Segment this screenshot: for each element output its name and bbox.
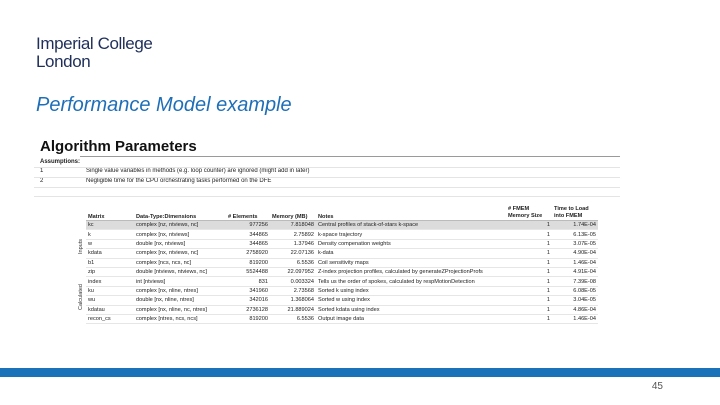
cell-load-time: 1.74E-04 [552, 221, 598, 230]
cell-memory: 6.5536 [270, 258, 316, 267]
table-row[interactable] [86, 258, 598, 267]
assumption-number: 1 [40, 168, 44, 174]
table-row[interactable] [86, 305, 598, 314]
cell-notes: Sorted kdata using index [316, 305, 506, 314]
cell-load-time: 6.08E-05 [552, 286, 598, 295]
cell-notes: k-data [316, 249, 506, 258]
column-header: Data-Type:Dimensions [134, 204, 226, 221]
cell-notes: Coil sensitivity maps [316, 258, 506, 267]
cell-datatype: int [ntviews] [134, 277, 226, 286]
cell-matrix: ku [86, 286, 134, 295]
cell-memory: 21.889024 [270, 305, 316, 314]
cell-memory: 22.07136 [270, 249, 316, 258]
cell-matrix: recon_cs [86, 314, 134, 323]
cell-datatype: double [ntviews, ntviews, nc] [134, 267, 226, 276]
cell-fmem-size: 1 [506, 249, 552, 258]
cell-memory: 1.368064 [270, 296, 316, 305]
cell-matrix: wu [86, 296, 134, 305]
cell-memory: 1.37946 [270, 239, 316, 248]
page-number: 45 [651, 381, 663, 392]
table-row[interactable] [86, 314, 598, 323]
table-row[interactable] [86, 286, 598, 295]
table-row[interactable] [86, 277, 598, 286]
cell-matrix: kc [86, 221, 134, 230]
cell-elements: 341960 [226, 286, 270, 295]
slide-title: Performance Model example [36, 94, 292, 116]
table-row[interactable] [86, 221, 598, 230]
cell-elements: 2758920 [226, 249, 270, 258]
table-row[interactable] [86, 249, 598, 258]
cell-fmem-size: 1 [506, 230, 552, 239]
cell-matrix: kdata [86, 249, 134, 258]
cell-load-time: 6.13E-05 [552, 230, 598, 239]
assumption-text: Single value variables in methods (e.g. loop counter) are ignored (might add in later) [86, 168, 310, 174]
cell-fmem-size: 1 [506, 314, 552, 323]
cell-notes: Sorted k using index [316, 286, 506, 295]
cell-fmem-size: 1 [506, 267, 552, 276]
grid-line [34, 177, 620, 178]
assumption-text: Negligible time for the CPU orchestrating tasks performed on the DFE [86, 178, 272, 184]
column-header: Time to Load into FMEM [552, 204, 598, 221]
cell-fmem-size: 1 [506, 221, 552, 230]
cell-matrix: zip [86, 267, 134, 276]
cell-notes: Output image data [316, 314, 506, 323]
cell-memory: 22.097952 [270, 267, 316, 276]
cell-notes: k-space trajectory [316, 230, 506, 239]
cell-datatype: complex [nx, nline, ntres] [134, 286, 226, 295]
cell-load-time: 3.04E-05 [552, 296, 598, 305]
grid-line [34, 196, 620, 197]
cell-matrix: k [86, 230, 134, 239]
cell-fmem-size: 1 [506, 296, 552, 305]
cell-fmem-size: 1 [506, 286, 552, 295]
cell-fmem-size: 1 [506, 277, 552, 286]
grid-line [34, 167, 620, 168]
cell-load-time: 3.07E-05 [552, 239, 598, 248]
cell-fmem-size: 1 [506, 258, 552, 267]
cell-datatype: complex [nz, ntviews, nc] [134, 221, 226, 230]
cell-notes: Central profiles of stack-of-stars k-space [316, 221, 506, 230]
cell-elements: 2736128 [226, 305, 270, 314]
cell-datatype: complex [nx, ntviews] [134, 230, 226, 239]
cell-elements: 344865 [226, 230, 270, 239]
cell-elements: 819200 [226, 314, 270, 323]
cell-elements: 344865 [226, 239, 270, 248]
cell-datatype: double [nx, nline, ntres] [134, 296, 226, 305]
cell-matrix: b1 [86, 258, 134, 267]
column-header: Matrix [86, 204, 134, 221]
column-header: # FMEM Memory Size [506, 204, 552, 221]
cell-matrix: kdatau [86, 305, 134, 314]
cell-load-time: 7.39E-08 [552, 277, 598, 286]
cell-notes: Sorted w using index [316, 296, 506, 305]
cell-matrix: w [86, 239, 134, 248]
table-row[interactable] [86, 267, 598, 276]
table-row[interactable] [86, 239, 598, 248]
cell-elements: 831 [226, 277, 270, 286]
calculated-side-label: Calculated [78, 284, 84, 310]
cell-notes: Density compenation weights [316, 239, 506, 248]
cell-datatype: complex [nx, ntviews, nc] [134, 249, 226, 258]
cell-datatype: complex [nx, nline, nc, ntres] [134, 305, 226, 314]
column-header: # Elements [226, 204, 270, 221]
cell-fmem-size: 1 [506, 305, 552, 314]
title-divider [80, 156, 620, 157]
cell-fmem-size: 1 [506, 239, 552, 248]
cell-load-time: 4.86E-04 [552, 305, 598, 314]
assumption-number: 2 [40, 178, 44, 184]
cell-notes: Tells us the order of spokes, calculated by respMotionDetection [316, 277, 506, 286]
cell-matrix: index [86, 277, 134, 286]
cell-datatype: complex [ncs, ncs, nc] [134, 258, 226, 267]
cell-load-time: 1.46E-04 [552, 258, 598, 267]
column-header: Notes [316, 204, 506, 221]
footer-bar [0, 368, 720, 377]
sheet-title: Algorithm Parameters [40, 138, 197, 155]
cell-datatype: double [nx, ntviews] [134, 239, 226, 248]
cell-elements: 342016 [226, 296, 270, 305]
cell-memory: 2.73568 [270, 286, 316, 295]
cell-memory: 0.003324 [270, 277, 316, 286]
cell-load-time: 4.91E-04 [552, 267, 598, 276]
cell-load-time: 1.46E-04 [552, 314, 598, 323]
table-row[interactable] [86, 296, 598, 305]
column-header: Memory (MB) [270, 204, 316, 221]
cell-elements: 977256 [226, 221, 270, 230]
cell-elements: 819200 [226, 258, 270, 267]
cell-notes: Z-index projection profiles, calculated by generateZProjectionProfs [316, 267, 506, 276]
parameters-table [86, 204, 598, 324]
assumptions-label: Assumptions: [40, 159, 81, 165]
cell-elements: 5524488 [226, 267, 270, 276]
table-row[interactable] [86, 230, 598, 239]
cell-memory: 7.818048 [270, 221, 316, 230]
cell-memory: 6.5536 [270, 314, 316, 323]
logo-line-1: Imperial College [36, 34, 153, 53]
spreadsheet-image [34, 130, 620, 340]
cell-memory: 2.75892 [270, 230, 316, 239]
logo-line-2: London [36, 52, 91, 71]
imperial-college-logo [36, 35, 152, 71]
cell-datatype: complex [ntres, ncs, ncs] [134, 314, 226, 323]
grid-line [34, 187, 620, 188]
inputs-side-label: Inputs [78, 239, 84, 254]
table-header-row [86, 204, 598, 221]
cell-load-time: 4.90E-04 [552, 249, 598, 258]
